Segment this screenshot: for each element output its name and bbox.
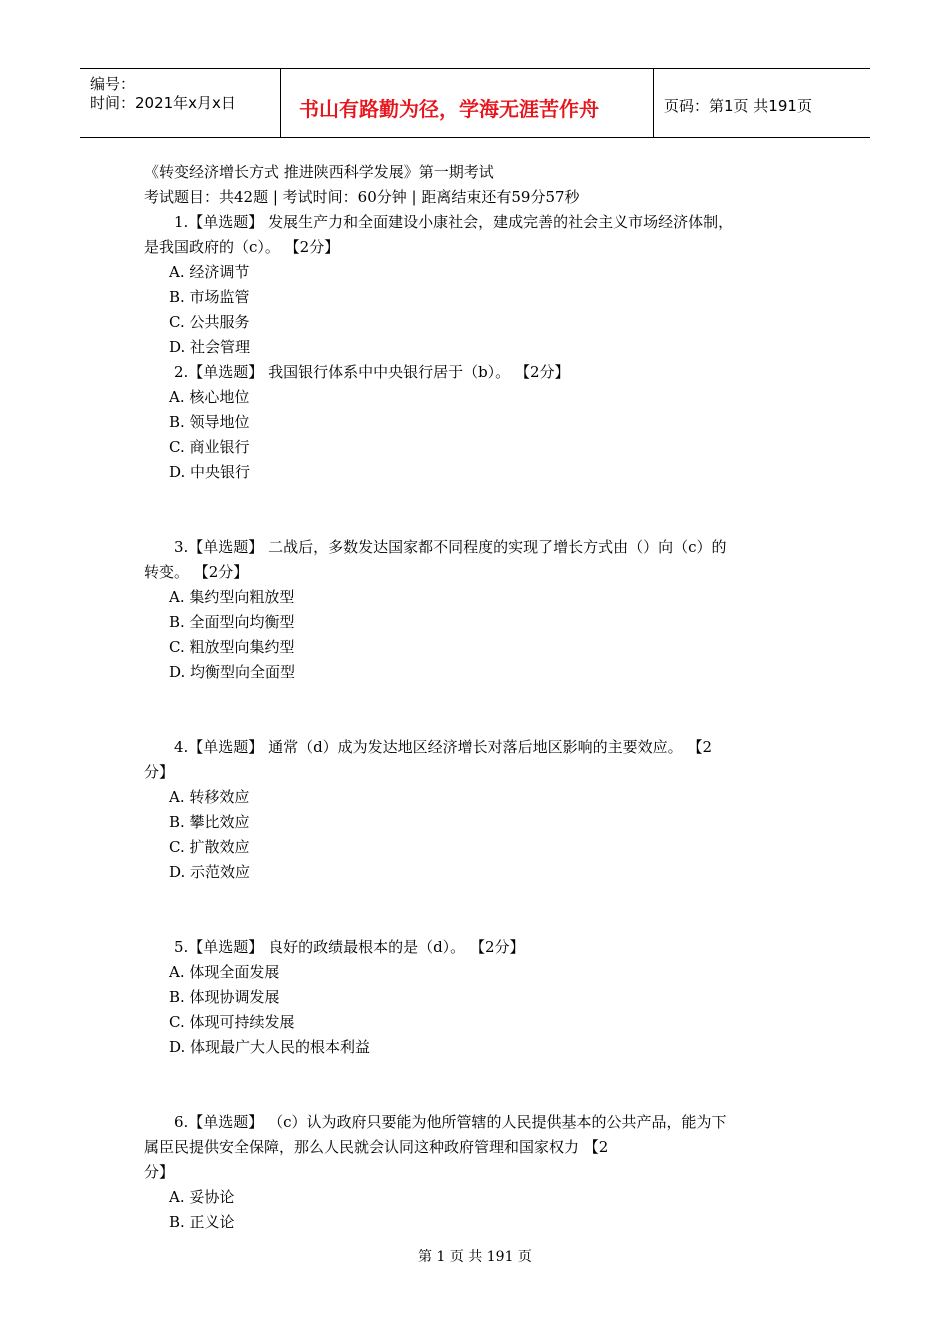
exam-info: 考试题目：共42题 | 考试时间：60分钟 | 距离结束还有59分57秒 [144, 188, 580, 206]
question-block [144, 360, 814, 485]
page-footer: 第 1 页 共 191 页 [418, 1249, 532, 1265]
question-text-cont: 是我国政府的（c）。 【2分】 [144, 238, 340, 256]
option-a[interactable]: A. 核心地位 [169, 388, 250, 406]
option-c[interactable]: C. 扩散效应 [169, 838, 250, 856]
question-text-cont: 属臣民提供安全保障，那么人民就会认同这种政府管理和国家权力 【2 [144, 1138, 609, 1156]
question-text: 6.【单选题】 （c）认为政府只要能为他所管辖的人民提供基本的公共产品，能为下 [174, 1113, 727, 1131]
option-d[interactable]: D. 均衡型向全面型 [169, 663, 296, 681]
number-label: 编号： [90, 75, 136, 93]
option-d[interactable]: D. 体现最广大人民的根本利益 [169, 1038, 371, 1056]
option-a[interactable]: A. 体现全面发展 [169, 963, 280, 981]
option-b[interactable]: B. 攀比效应 [169, 813, 250, 831]
header-page-info [654, 69, 870, 137]
option-c[interactable]: C. 粗放型向集约型 [169, 638, 295, 656]
question-block [144, 535, 814, 685]
option-a[interactable]: A. 转移效应 [169, 788, 250, 806]
spacer [144, 485, 814, 535]
page-header [80, 68, 870, 138]
question-text: 5.【单选题】 良好的政绩最根本的是（d）。 【2分】 [174, 938, 525, 956]
option-c[interactable]: C. 商业银行 [169, 438, 250, 456]
question-text: 3.【单选题】 二战后，多数发达国家都不同程度的实现了增长方式由（）向（c）的 [174, 538, 727, 556]
exam-content [144, 160, 814, 1235]
header-motto [281, 69, 654, 137]
option-b[interactable]: B. 全面型向均衡型 [169, 613, 295, 631]
spacer [144, 885, 814, 935]
option-c[interactable]: C. 公共服务 [169, 313, 250, 331]
option-c[interactable]: C. 体现可持续发展 [169, 1013, 295, 1031]
question-text: 2.【单选题】 我国银行体系中中央银行居于（b）。 【2分】 [174, 363, 570, 381]
option-a[interactable]: A. 集约型向粗放型 [169, 588, 295, 606]
page-info-text: 页码：第1页 共191页 [664, 97, 812, 115]
option-b[interactable]: B. 领导地位 [169, 413, 250, 431]
option-d[interactable]: D. 社会管理 [169, 338, 251, 356]
question-text: 4.【单选题】 通常（d）成为发达地区经济增长对落后地区影响的主要效应。 【2 [174, 738, 712, 756]
question-block [144, 1110, 814, 1235]
spacer [144, 1060, 814, 1110]
question-block [144, 210, 814, 360]
question-text: 1.【单选题】 发展生产力和全面建设小康社会，建成完善的社会主义市场经济体制， [174, 213, 734, 231]
question-text-cont: 分】 [144, 1163, 175, 1181]
option-d[interactable]: D. 示范效应 [169, 863, 251, 881]
option-b[interactable]: B. 正义论 [169, 1213, 235, 1231]
option-a[interactable]: A. 妥协论 [169, 1188, 235, 1206]
question-text-cont: 分】 [144, 763, 175, 781]
exam-title: 《转变经济增长方式 推进陕西科学发展》第一期考试 [144, 163, 494, 181]
option-b[interactable]: B. 体现协调发展 [169, 988, 280, 1006]
option-a[interactable]: A. 经济调节 [169, 263, 250, 281]
motto-text: 书山有路勤为径，学海无涯苦作舟 [299, 97, 599, 121]
header-meta [80, 69, 281, 137]
option-d[interactable]: D. 中央银行 [169, 463, 251, 481]
question-block [144, 735, 814, 885]
date-label: 时间：2021年x月x日 [90, 94, 236, 112]
option-b[interactable]: B. 市场监管 [169, 288, 250, 306]
question-block [144, 935, 814, 1060]
spacer [144, 685, 814, 735]
question-text-cont: 转变。 【2分】 [144, 563, 249, 581]
